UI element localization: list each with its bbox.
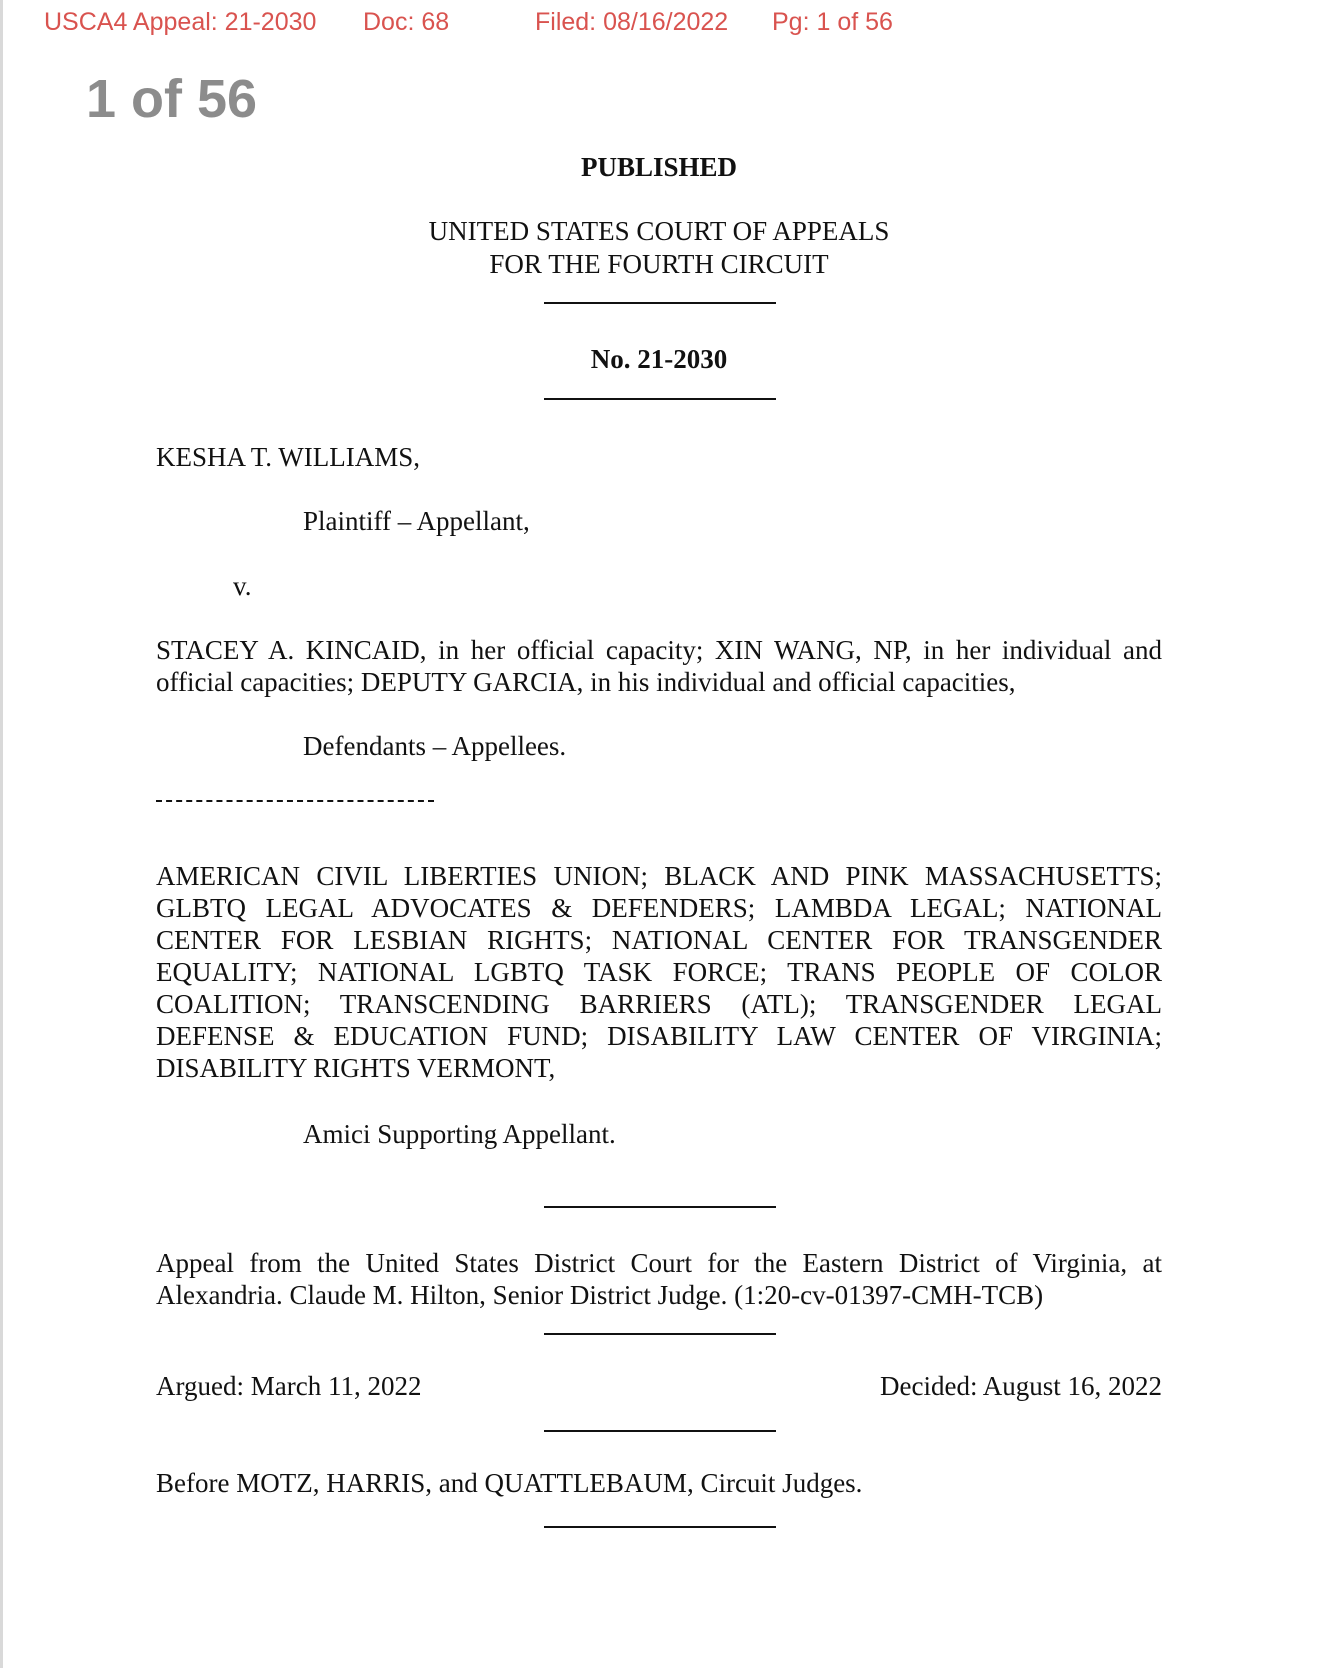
amici-role: Amici Supporting Appellant.: [303, 1119, 616, 1149]
court-name-line2: FOR THE FOURTH CIRCUIT: [489, 249, 829, 279]
plaintiff-role: Plaintiff – Appellant,: [303, 506, 530, 536]
page-counter: 1 of 56: [86, 69, 258, 129]
amici-separator: [156, 800, 434, 802]
judges-panel: Before MOTZ, HARRIS, and QUATTLEBAUM, Circuit Judges.: [156, 1468, 863, 1498]
amici-line: EQUALITY; NATIONAL LGBTQ TASK FORCE; TRANS PEOPLE OF COLOR: [156, 957, 1162, 987]
argued-date: Argued: March 11, 2022: [156, 1371, 422, 1401]
decided-date: Decided: August 16, 2022: [880, 1371, 1162, 1401]
amici-line: GLBTQ LEGAL ADVOCATES & DEFENDERS; LAMBDA LEGAL; NATIONAL: [156, 893, 1162, 923]
filed-date-stamp: Filed: 08/16/2022: [535, 8, 729, 36]
appeal-origin-line: Alexandria. Claude M. Hilton, Senior District Judge. (1:20-cv-01397-CMH-TCB): [156, 1280, 1044, 1310]
versus: v.: [233, 571, 252, 601]
appeal-number-stamp: USCA4 Appeal: 21-2030: [44, 8, 317, 36]
amici-line: DISABILITY RIGHTS VERMONT,: [156, 1053, 556, 1083]
divider-rule: [544, 1206, 776, 1208]
hearing-dates: [156, 1370, 1162, 1402]
court-name-line1: UNITED STATES COURT OF APPEALS: [428, 216, 890, 246]
appeal-origin-line: Appeal from the United States District Court for the Eastern District of Virginia, at: [156, 1248, 1162, 1278]
appeal-origin: [156, 1247, 1162, 1311]
defendants-list: [156, 634, 1162, 698]
case-number: No. 21-2030: [590, 344, 728, 374]
divider-rule: [544, 1526, 776, 1528]
amici-line: AMERICAN CIVIL LIBERTIES UNION; BLACK AND PINK MASSACHUSETTS;: [156, 861, 1162, 891]
defendants-role: Defendants – Appellees.: [303, 731, 567, 761]
amici-line: COALITION; TRANSCENDING BARRIERS (ATL); TRANSGENDER LEGAL: [156, 989, 1162, 1019]
amici-list: [156, 860, 1162, 1084]
page-number-stamp: Pg: 1 of 56: [772, 8, 893, 36]
plaintiff-name: KESHA T. WILLIAMS,: [156, 442, 421, 472]
defendants-line: official capacities; DEPUTY GARCIA, in his individual and official capacities,: [156, 667, 1016, 697]
doc-number-stamp: Doc: 68: [363, 8, 450, 36]
publication-status: PUBLISHED: [580, 152, 738, 182]
divider-rule: [544, 1333, 776, 1335]
amici-line: DEFENSE & EDUCATION FUND; DISABILITY LAW CENTER OF VIRGINIA;: [156, 1021, 1162, 1051]
divider-rule: [544, 1430, 776, 1432]
divider-rule: [544, 398, 776, 400]
amici-line: CENTER FOR LESBIAN RIGHTS; NATIONAL CENTER FOR TRANSGENDER: [156, 925, 1162, 955]
defendants-line: STACEY A. KINCAID, in her official capacity; XIN WANG, NP, in her individual and: [156, 635, 1162, 665]
divider-rule: [544, 302, 776, 304]
